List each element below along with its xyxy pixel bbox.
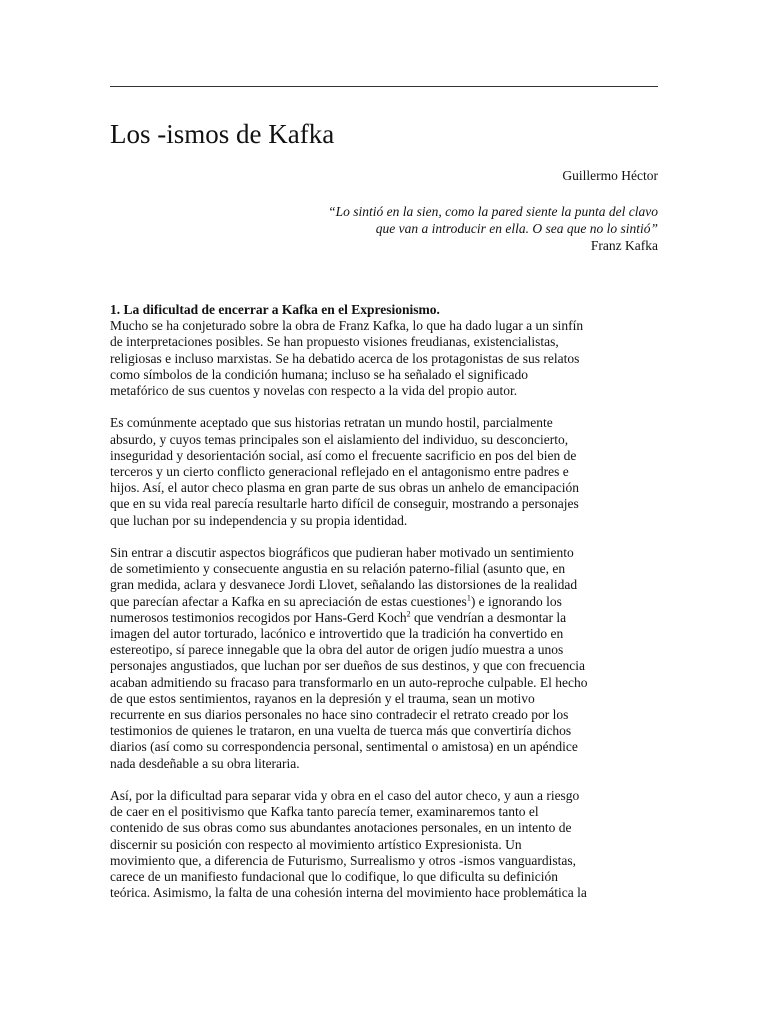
footnote-ref-2[interactable]: 2 [406, 609, 411, 619]
text-line: Mucho se ha conjeturado sobre la obra de Franz Kafka, lo que ha dado lugar a un sinfín [110, 318, 584, 334]
text-line: metafórico de sus cuentos y novelas con respecto a la vida del propio autor. [110, 383, 518, 399]
text-line: acaban admitiendo su fracaso para transformarlo en un auto-reproche culpable. El hecho [110, 674, 588, 690]
document-body [110, 302, 658, 918]
header-rule [110, 86, 658, 87]
text-line: Es comúnmente aceptado que sus historias retratan un mundo hostil, parcialmente [110, 415, 553, 431]
text-line: estereotipo, sí parece innegable que la obra del autor de origen judío muestra a unos [110, 642, 564, 658]
text-line: Así, por la dificultad para separar vida y obra en el caso del autor checo, y aun a riesgo [110, 788, 580, 804]
paragraph-1 [110, 318, 658, 399]
epigraph [238, 203, 658, 254]
text-line: terceros y un cierto conflicto generacional reflejado en el antagonismo entre padres e [110, 464, 569, 480]
text-line: que en su vida real parecía resultarle harto difícil de conseguir, mostrando a personajes [110, 496, 579, 512]
document-title: Los -ismos de Kafka [110, 119, 335, 149]
text-fragment: que vendrían a desmontar la [410, 609, 567, 625]
text-line: gran medida, aclara y desvanece Jordi Llovet, señalando las distorsiones de la realidad [110, 577, 578, 593]
text-line: absurdo, y cuyos temas principales son el aislamiento del individuo, su desconcierto, [110, 431, 569, 447]
text-line: recurrente en sus diarios personales no hace sino contradecir el retrato creado por los [110, 707, 569, 723]
section-heading: 1. La dificultad de encerrar a Kafka en el Expresionismo. [110, 302, 440, 317]
text-line: religiosas e incluso marxistas. Se ha debatido acerca de los protagonistas de sus relatos [110, 350, 580, 366]
text-line: personajes angustiados, que luchan por ser dueños de sus destinos, y que con frecuencia [110, 658, 585, 674]
text-fragment: ) e ignorando los [470, 593, 562, 609]
paragraph-4 [110, 788, 658, 901]
text-line: Sin entrar a discutir aspectos biográficos que pudieran haber motivado un sentimiento [110, 545, 574, 561]
text-line [110, 610, 658, 626]
text-line: carece de un manifiesto fundacional que lo codifique, lo que dificulta su definición [110, 869, 558, 885]
paragraph-2 [110, 415, 658, 528]
epigraph-line: “Lo sintió en la sien, como la pared siente la punta del clavo [328, 204, 658, 219]
text-line: diarios (así como su correspondencia personal, sentimental o amistosa) en un apéndice [110, 739, 578, 755]
text-line: como símbolos de la condición humana; incluso se ha señalado el significado [110, 366, 529, 382]
text-line: testimonios de quienes le trataron, en una vuelta de tuerca más que convertiría dichos [110, 723, 572, 739]
text-line [110, 594, 658, 610]
text-line: imagen del autor torturado, lacónico e introvertido que la tradición ha convertido en [110, 626, 564, 642]
text-line: inseguridad y desorientación social, así como el frecuente sacrificio en pos del bien de [110, 447, 577, 463]
author-name: Guillermo Héctor [562, 168, 658, 183]
text-line: de que estos sentimientos, rayanos en la depresión y el trauma, sean un motivo [110, 690, 535, 706]
epigraph-line: que van a introducir en ella. O sea que no lo sintió” [375, 221, 658, 236]
paragraph-3 [110, 545, 658, 772]
text-line: discernir su posición con respecto al movimiento artístico Expresionista. Un [110, 836, 522, 852]
text-line: teórica. Asimismo, la falta de una cohesión interna del movimiento hace problemática la [110, 885, 587, 901]
text-line: movimiento que, a diferencia de Futurismo, Surrealismo y otros -ismos vanguardistas, [110, 852, 577, 868]
text-line: contenido de sus obras como sus abundantes anotaciones personales, en un intento de [110, 820, 572, 836]
text-line: de caer en el positivismo que Kafka tanto parecía temer, examinaremos tanto el [110, 804, 539, 820]
epigraph-source: Franz Kafka [590, 238, 658, 253]
text-line: nada desdeñable a su obra literaria. [110, 755, 300, 771]
footnote-ref-1[interactable]: 1 [466, 593, 471, 603]
text-fragment: numerosos testimonios recogidos por Hans-Gerd Koch [110, 609, 407, 625]
text-line: de interpretaciones posibles. Se han propuesto visiones freudianas, existencialistas, [110, 334, 559, 350]
text-line: de sometimiento y consecuente angustia en su relación paterno-filial (asunto que, en [110, 561, 566, 577]
text-line: que luchan por su independencia y su propia identidad. [110, 512, 408, 528]
text-line: hijos. Así, el autor checo plasma en gran parte de sus obras un anhelo de emancipación [110, 480, 579, 496]
text-fragment: que parecían afectar a Kafka en su apreciación de estas cuestiones [110, 593, 467, 609]
